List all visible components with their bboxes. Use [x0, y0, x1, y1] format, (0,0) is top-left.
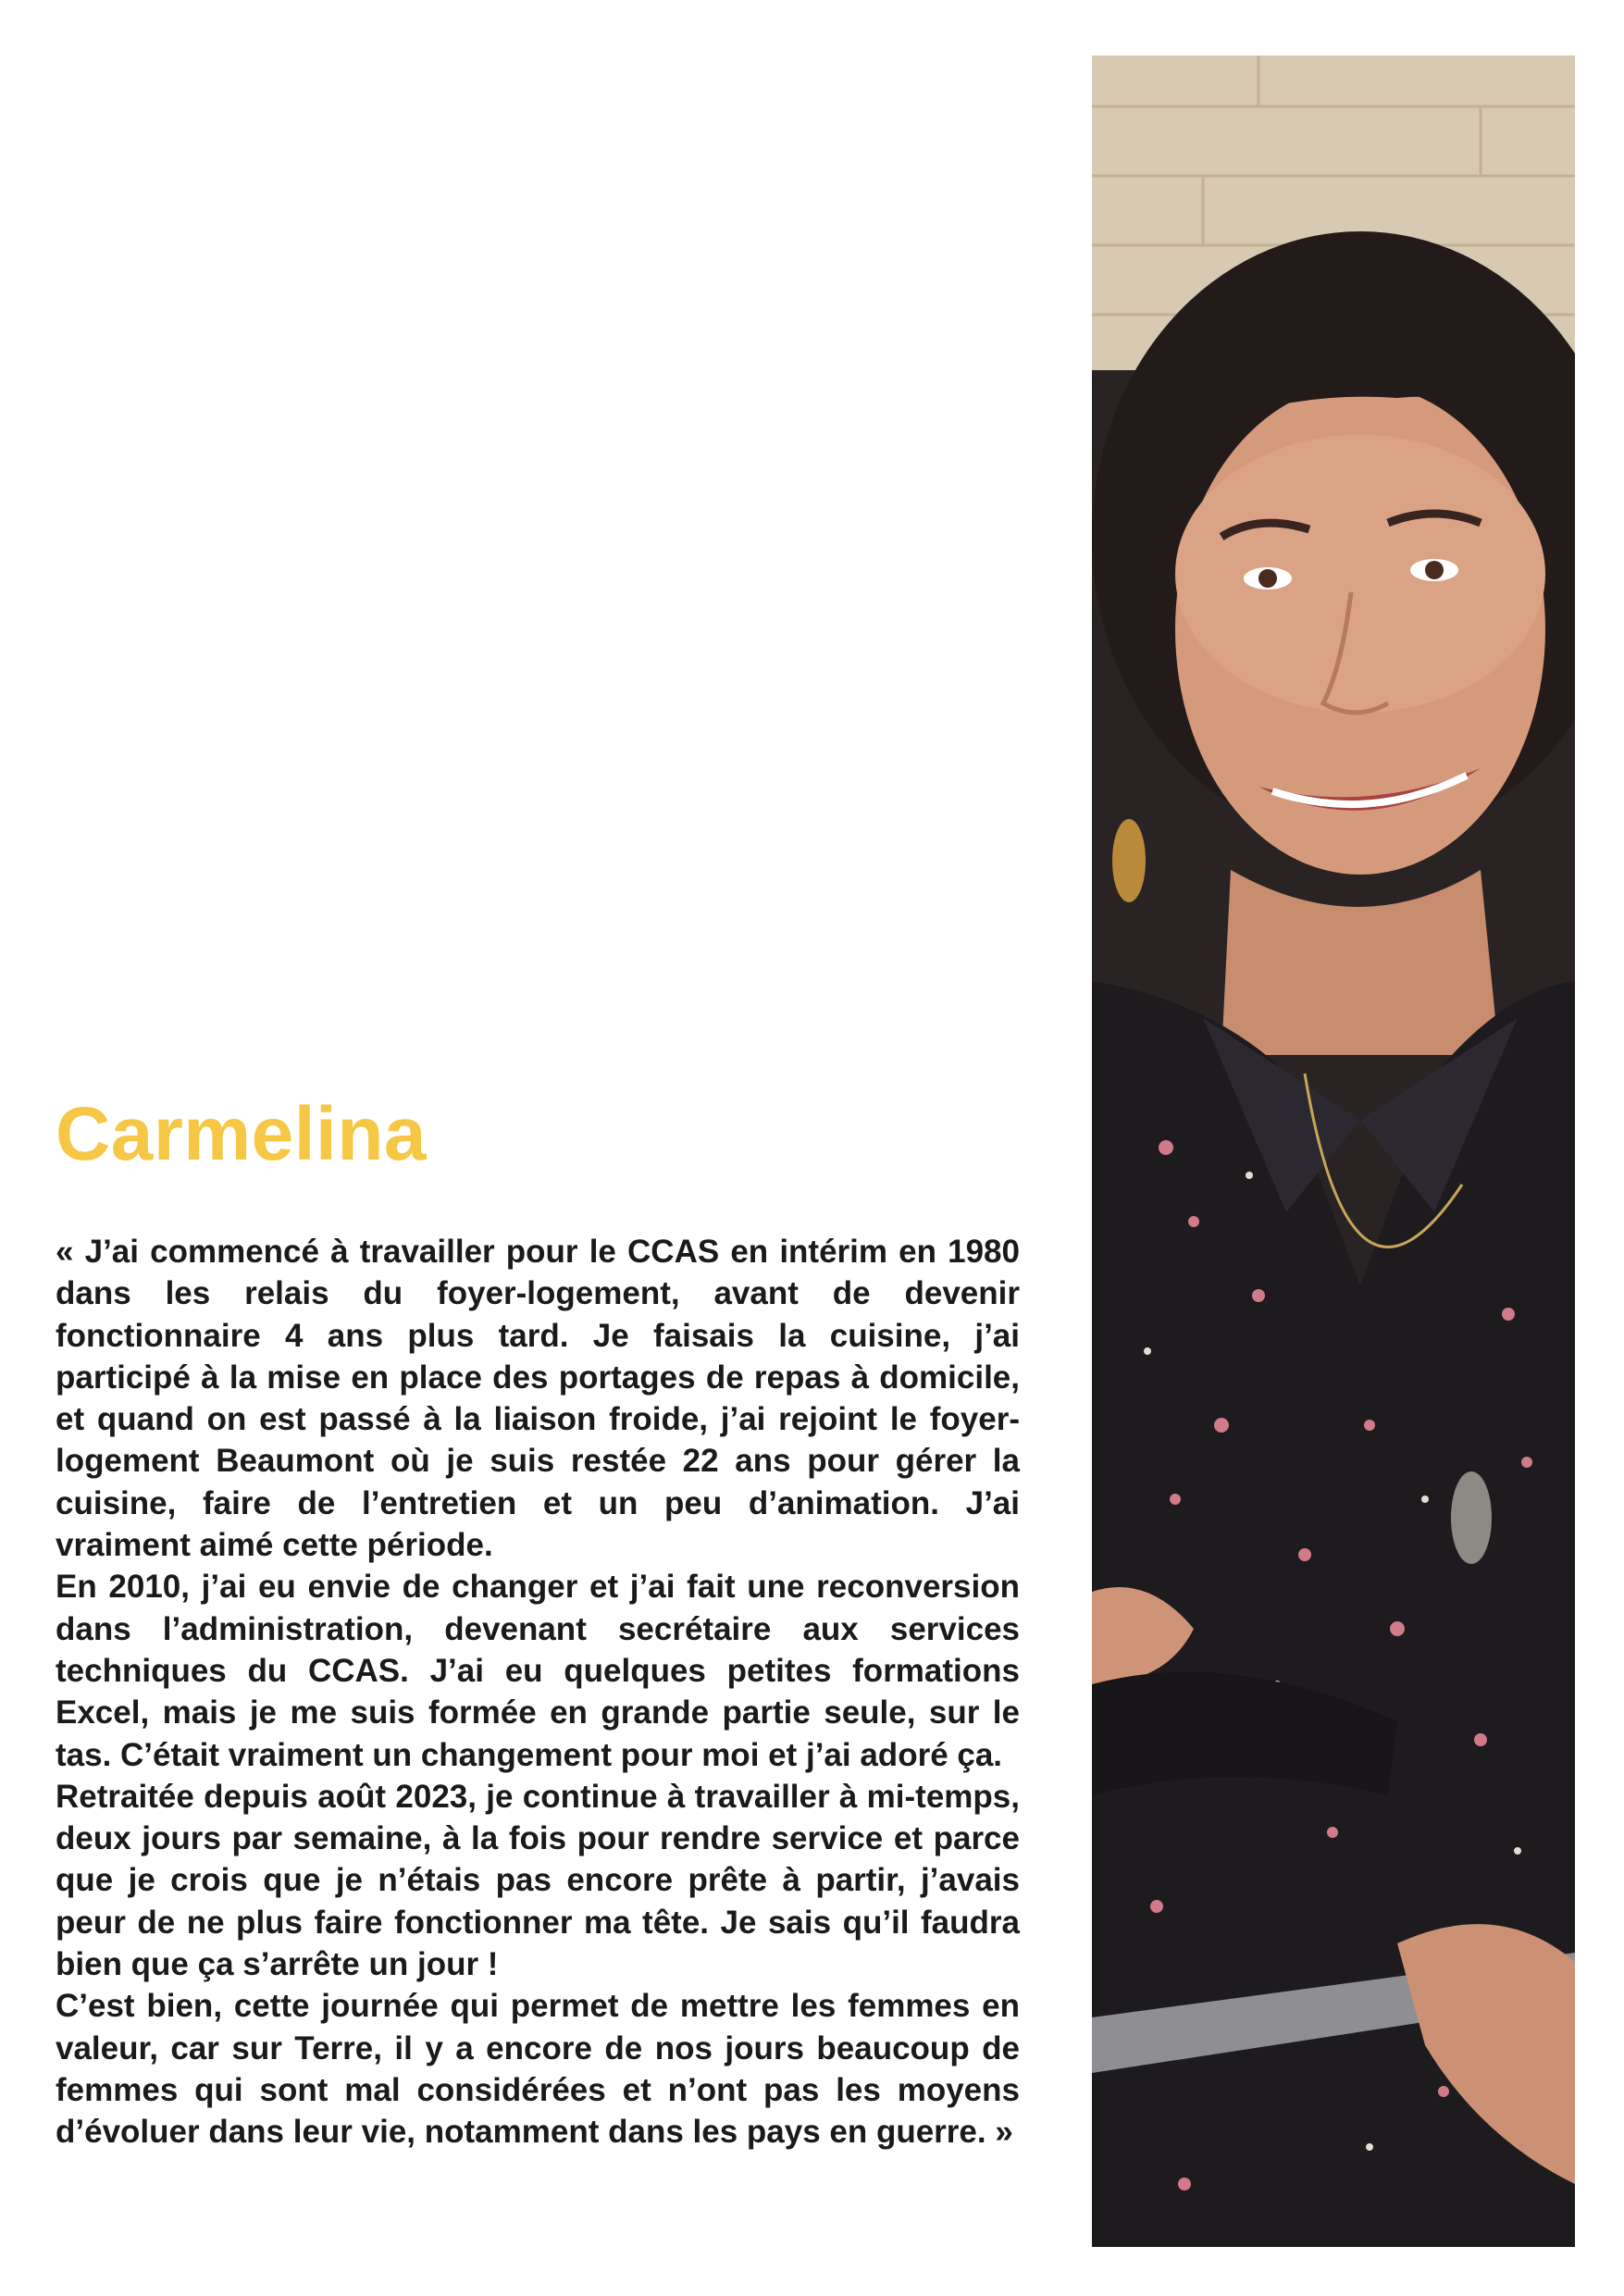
testimony-paragraph-1: « J’ai commencé à travailler pour le CCAS en intérim en 1980 dans les relais du foyer-logement, avant de devenir fonctionnaire 4 ans plus tard. Je faisais la cuisine, j’ai participé à la mise en place des portages de repas à domicile, et quand on est passé à la liaison froide, j’ai rejoint le foyer-logement Beaumont où je suis restée 22 ans pour gérer la cuisine, faire de l’entretien et un peu d’animation. J’ai vraiment aimé cette période. — [56, 1234, 1020, 1564]
testimony-paragraph-4: C’est bien, cette journée qui permet de mettre les femmes en valeur, car sur Terre, il y a encore de nos jours beaucoup de femmes qui sont mal considérées et n’ont pas les moyens d’évoluer dans leur vie, notamment dans les pays en guerre. » — [56, 1988, 1020, 2151]
testimony-text — [56, 1231, 1020, 2153]
person-name-heading: Carmelina — [56, 1092, 428, 1176]
portrait-photo — [1092, 56, 1575, 2247]
testimony-paragraph-2: En 2010, j’ai eu envie de changer et j’ai fait une reconversion dans l’administration, devenant secrétaire aux services techniques du CCAS. J’ai eu quelques petites formations Excel, mais je me suis formée en grande partie seule, sur le tas. C’était vraiment un changement pour moi et j’ai adoré ça. — [56, 1569, 1020, 1773]
woman-portrait-icon — [1092, 56, 1575, 2247]
testimony-paragraph-3: Retraitée depuis août 2023, je continue à travailler à mi-temps, deux jours par semaine, à la fois pour rendre service et parce que je crois que je n’étais pas encore prête à partir, j’avais peur de ne plus faire fonctionner ma tête. Je sais qu’il faudra bien que ça s’arrête un jour ! — [56, 1778, 1020, 1983]
